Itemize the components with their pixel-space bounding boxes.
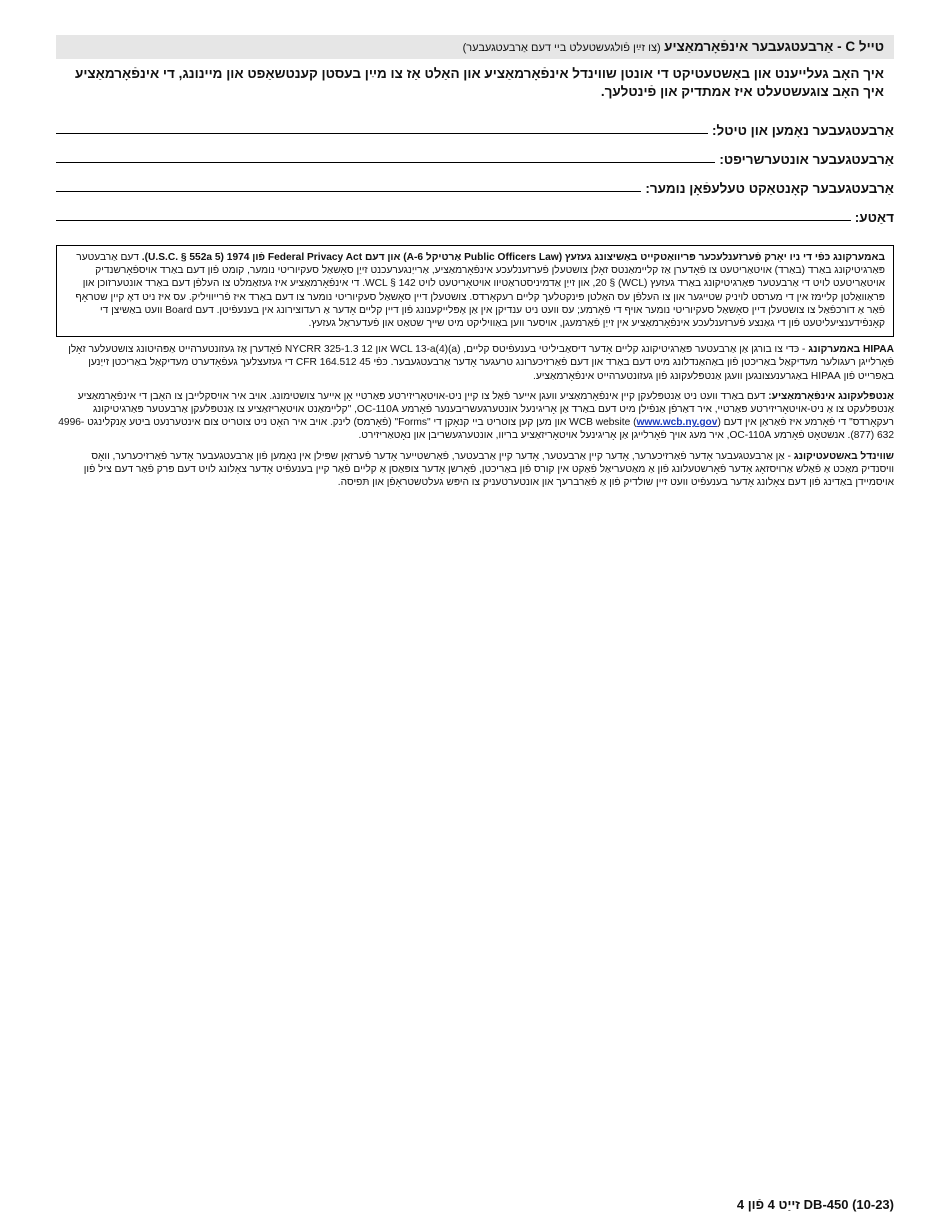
employer-name-title-input[interactable] xyxy=(56,115,708,134)
page-footer: DB-450 (10-23) זייַט 4 פֿון 4 xyxy=(736,1197,894,1212)
employer-fields xyxy=(56,109,894,225)
disclosure-notice-body-post: ) און מען קען צוטריט ביי קנאָקן די "Forms" (פֿאָרמס) לינק. אויב איר האָט ניט צוטריט צום אינטערנעט ביטע אָנקלינגט 4996-632 (877). אנשטאָט פֿאָרמע OC-110A, איר מעג אויך פֿאָרלייגן אַן אָריגינעל אויטאָריזאַציע בריוו, אונטערגעשריבן און נאָטאַריזירט. xyxy=(58,417,894,442)
field-label: דאַטע: xyxy=(854,210,894,225)
wcb-website-link[interactable]: www.wcb.ny.gov xyxy=(636,417,718,429)
field-employer-phone xyxy=(56,167,894,196)
disclosure-notice-lead: אַנטפּלעקונג אינפֿאָרמאַציע: xyxy=(768,390,894,402)
field-employer-name-title xyxy=(56,109,894,138)
field-date xyxy=(56,196,894,225)
field-label: אַרבעטגעבער נאָמען און טיטל: xyxy=(712,123,894,138)
privacy-notice-box xyxy=(56,245,894,337)
declaration-text: איך האָב געלייענט און באַשטעטיקט די אונטן שווינדל אינפֿאָרמאַציע און האַלט אַז צו מײַן בעסטן קענטשאַפט און מיינונג, די אינפֿאָרמאַציע איך האָב צוגעשטעלט איז אמתדיק און פֿינטלעך. xyxy=(75,66,884,99)
field-employer-signature xyxy=(56,138,894,167)
disclosure-notice xyxy=(56,390,894,443)
form-page xyxy=(56,35,894,489)
hipaa-notice-body: - כּדי צו בורגן אַן אַרבעטער פּאַרגיטיקונג קליים אָדער דיסאַביליטי בענעפֿיטס קליים, WCL 13-a(4)(a) און 12 NYCRR 325-1.3 פֿאָדערן אַז געזונטערהייט אַפּהיטונג צושטעלער זאָלן פֿאָרלייגן רעגולער מעדיקאַל באַריכטן פֿון באַהאַנדלונג מיט דעם באַרד און דעם פֿאַרזיכערונג טרעגער אָדער אַרבעטגעבער. כּפֿי 45 CFR 164.512 די געזעצלעך געפֿאָדערט מעדיקאַל באַריכטן זייַנען באַפרייט פֿון HIPAA באַגרענעצונגען וועגן אַנטפּלעקונג פֿון געזונטערהייט אינפֿאָרמאַציע. xyxy=(68,344,894,382)
fraud-notice-body: - אַן אַרבעטגעבער אָדער פֿאַרזיכערער, אָדער קיין אַרבעטער, אָדער קיין אַרבעטער, פֿאַרשטייער אָדער פֿערזאָן שפּילן אין נאָמען פֿון אַרבעטגעבער אָדער פֿאַרזיכערער, וואָס וויסנדיק מאַכט אַ פֿאַלש אַרויסזאָג אָדער פֿאָרשטעלונג פֿון אַ מאַטעריאַל פֿאַקט אין קורס פֿון באַריכטן, פֿאָרשן אָדער צופּאַסן אַ קליים פֿאַר קיין בענעפֿיט אָדער צאָלונג לויט דעם פּרק פֿאַר דעם ציל פֿון אויסמיידן באַדינג פֿון דעם צאָלונג אָדער בענעפֿיט וועט זיין שולדיק פֿון אַ פֿאַרברעך און אונטערטעניק צו היפּש געלטשטראָפֿן און תּפיסה. xyxy=(83,450,894,489)
employer-signature-input[interactable] xyxy=(56,144,715,163)
field-label: אַרבעטגעבער אונטערשריפט: xyxy=(719,152,894,167)
date-input[interactable] xyxy=(56,202,851,221)
fraud-notice-lead: שווינדל באשטעטיקונג xyxy=(793,450,894,462)
section-title: טייל C - אַרבעטגעבער אינפֿאָרמאַציע xyxy=(664,39,884,54)
hipaa-notice xyxy=(56,343,894,383)
privacy-notice-lead: באמערקונג כּפֿי די ניו יאָרק פֿערזענלעכער פּריוואַטקייט באַשיצונג געזעץ (Public Officers Law אַרטיקל A-6) און דעם Federal Privacy Act פֿון 1974 (5 U.S.C. § 552a). xyxy=(141,252,885,263)
disclosure-notice-body-pre: דעם באַרד וועט ניט אַנטפּלעקן קיין אינפֿאָרמאַציע וועגן אייער פֿאַל צו קיין ניט-אויטאָריזירטע פּאַרטיי אָן אייער צושטימונג. אויב איר אויסקלייבן צו האָבן די אינפֿאָרמאַציע אַנטפּלעקט צו אַ ניט-אויטאָריזירטע פּאַרטיי, איר דאַרפֿן אַנפֿילן מיט דעם באַרד אַן אָריגינעל אונטערגעשריבענער פֿאָרמע OC-110A, "קליימאַנט אויטאָריזאַציע צו אַנטפּלעקן אַרבעטער פּאַרגיטיקונג רעקאָרדס" די פֿאָרמע איז פֿאַראַן אין דעם WCB website ( xyxy=(77,390,894,429)
section-subtitle: (צו זײַן פֿולגעשטעלט ביי דעם אַרבעטגעבער) xyxy=(462,42,661,54)
privacy-notice-body: דעם אַרבעטער פּאַרגיטיקונג באַרד (באַרד) אויטאַריטעט צו פֿאָדערן אַז קליימאַנטס זאָלן צושטעלן פֿערזענלעכע אינפֿאָרמאַציע, אַרייַנגערעכנט זייַן סאָשאַל סעקיוריטי נומער, קומט פֿון דעם באַרד אויספֿאָרשנדיק אויטאַריטעט לויט די אַרבעטער פּאַרגיטיקונג באַרד געזעץ (WCL) § 20, און זייַן אַדמיניסטראַטיוו אויטאָריטעט לויט WCL § 142. די אינפֿאָרמאַציע איז געזאַמלט צו העלפֿן דעם באַרד אונטערזוכן און פּראַוואַלטן קליימז אין די מערסט לויניק שטייגער און צו העלפֿן עס האַלטן פּינקטלעך קליים רעקאָרדס. צושטעלן דיין סאָשאַל סעקיוריטי נומער צו דעם באַרד איז פֿרייוויליק. עס איז ניט דאָ קיין שטראָף פֿאַר אַ דורכפֿאַל צו צושטעלן דיין סאָשאַל סעקיוריטי נומער אויף די פֿאָרמע; עס וועט ניט ענדיקן אין אַן אָפּלייקענונג פֿון דיין קליים אָדער אַ רעדוצירונג אין בענעפֿיטן. דעם Board וועט באַשיצן די קאָנפֿידענציעליטעט פֿון די גאַנצע פֿערזענלעכע אינפֿאָרמאַציע אין זייַן פֿאַרמעגן, אויסער ווען באַוויליקט מיט שייך שטאַט און פֿעדעראַל געזעץ. xyxy=(75,252,885,330)
fraud-notice xyxy=(56,450,894,490)
employer-phone-input[interactable] xyxy=(56,173,641,192)
hipaa-notice-lead: HIPAA באמערקונג xyxy=(808,344,894,356)
section-header xyxy=(56,35,894,59)
field-label: אַרבעטגעבער קאָנטאַקט טעלעפֿאָן נומער: xyxy=(645,181,894,196)
